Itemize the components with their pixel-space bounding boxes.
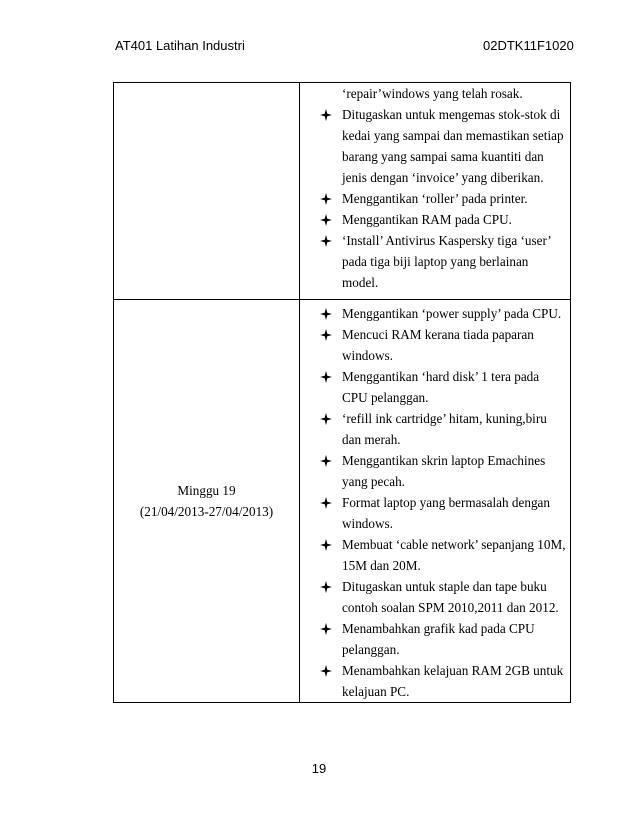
activity-item <box>300 324 570 366</box>
diamond-bullet-icon <box>320 492 334 513</box>
table-row <box>114 300 571 703</box>
activity-text: Menambahkan grafik kad pada CPU pelanggan. <box>342 621 535 657</box>
activity-item <box>300 104 570 188</box>
activity-text: Ditugaskan untuk mengemas stok-stok di kedai yang sampai dan memastikan setiap barang yang sampai sama kuantiti dan jenis dengan ‘invoice’ yang diberikan. <box>342 107 564 185</box>
page-number: 19 <box>311 761 327 776</box>
activity-text: Menggantikan ‘power supply’ pada CPU. <box>342 306 562 321</box>
header-course-title: AT401 Latihan Industri <box>115 38 245 53</box>
activity-text: Menggantikan RAM pada CPU. <box>342 212 512 227</box>
activity-log-table <box>113 82 571 703</box>
activity-item <box>300 209 570 230</box>
week-label: Minggu 19 <box>177 483 236 498</box>
activity-text: Menggantikan ‘hard disk’ 1 tera pada CPU pelanggan. <box>342 369 540 405</box>
diamond-bullet-icon <box>320 188 334 209</box>
week-cell <box>114 300 300 703</box>
activity-text: Format laptop yang bermasalah dengan windows. <box>342 495 551 531</box>
diamond-bullet-icon <box>320 576 334 597</box>
table-row <box>114 83 571 300</box>
week-date-range: (21/04/2013-27/04/2013) <box>139 504 274 519</box>
diamond-bullet-icon <box>320 324 334 345</box>
activity-text: ‘refill ink cartridge’ hitam, kuning,biru dan merah. <box>342 411 547 447</box>
activity-text: Menggantikan skrin laptop Emachines yang pecah. <box>342 453 546 489</box>
diamond-bullet-icon <box>320 660 334 681</box>
activity-item <box>300 492 570 534</box>
activity-item <box>300 660 570 702</box>
activity-text: ‘Install’ Antivirus Kaspersky tiga ‘user’ pada tiga biji laptop yang berlainan model. <box>342 233 551 290</box>
activity-item <box>300 303 570 324</box>
diamond-bullet-icon <box>320 450 334 471</box>
continued-text: ‘repair’windows yang telah rosak. <box>342 86 523 101</box>
activity-item <box>300 366 570 408</box>
activity-item <box>300 534 570 576</box>
diamond-bullet-icon <box>320 303 334 324</box>
activity-item <box>300 450 570 492</box>
diamond-bullet-icon <box>320 408 334 429</box>
activity-list <box>300 300 570 702</box>
activities-cell <box>300 300 571 703</box>
activity-item <box>300 618 570 660</box>
activity-text: Menambahkan kelajuan RAM 2GB untuk kelajuan PC. <box>342 663 564 699</box>
diamond-bullet-icon <box>320 534 334 555</box>
activity-item <box>300 188 570 209</box>
activity-text: Membuat ‘cable network’ sepanjang 10M, 15M dan 20M. <box>342 537 566 573</box>
activity-item <box>300 408 570 450</box>
activity-item <box>300 576 570 618</box>
diamond-bullet-icon <box>320 209 334 230</box>
diamond-bullet-icon <box>320 366 334 387</box>
week-cell <box>114 83 300 300</box>
header-student-id: 02DTK11F1020 <box>483 38 574 53</box>
activity-text: Mencuci RAM kerana tiada paparan windows. <box>342 327 534 363</box>
diamond-bullet-icon <box>320 230 334 251</box>
activities-cell <box>300 83 571 300</box>
activity-text: Menggantikan ‘roller’ pada printer. <box>342 191 528 206</box>
diamond-bullet-icon <box>320 104 334 125</box>
activity-item <box>300 230 570 293</box>
activity-text: Ditugaskan untuk staple dan tape buku contoh soalan SPM 2010,2011 dan 2012. <box>342 579 559 615</box>
diamond-bullet-icon <box>320 618 334 639</box>
activity-list <box>300 104 570 293</box>
